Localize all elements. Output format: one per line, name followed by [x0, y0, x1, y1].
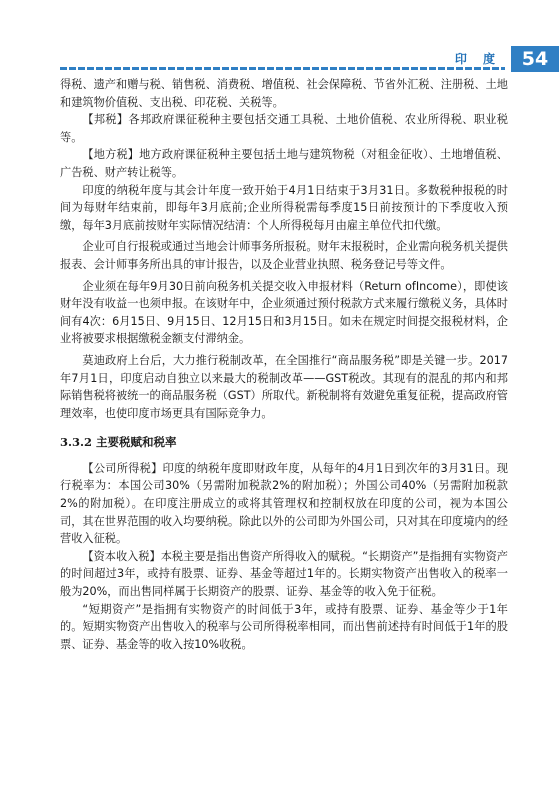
page-number-tab — [511, 46, 559, 72]
paragraph: 企业可自行报税或通过当地会计师事务所报税。财年末报税时，企业需向税务机关提供报表、会计师事务所出具的审计报告，以及企业营业执照、税务登记号等文件。 — [60, 240, 508, 271]
section-heading: 3.3.2 主要税赋和税率 — [60, 435, 177, 450]
paragraph: 【资本收入税】本税主要是指出售资产所得收入的赋税。“长期资产”是指拥有实物资产的时间超过3年，或持有股票、证券、基金等超过1年的。长期实物资产出售收入的税率一般为20%，而出售同样属于长期资产的股票、证券、基金等的收入免于征税。 — [60, 549, 508, 599]
paragraph: 【地方税】地方政府课征税种主要包括土地与建筑物税（对租金征收）、土地增值税、广告税、财产转让税等。 — [60, 148, 508, 179]
paragraph: “短期资产”是指拥有实物资产的时间低于3年，或持有股票、证券、基金等少于1年的。短期实物资产出售收入的税率与公司所得税率相同，而出售前述持有时间低于1年的股票、证券、基金等的收入按10%收税。 — [60, 602, 508, 651]
body-text — [60, 76, 508, 653]
page-header — [0, 0, 559, 80]
paragraph: 企业须在每年9月30日前向税务机关提交收入申报材料（Return ofIncome），即使该财年没有收益一也须申报。在该财年中，企业须通过预付税款方式来履行缴税义务，具体时间有4次：6月15日、9月15日、12月15日和3月15日。如未在规定时间提交报税材料，企业将被要求根据缴税金额支付滞纳金。 — [60, 279, 508, 346]
paragraph: 【邦税】各邦政府课征税种主要包括交通工具税、土地价值税、农业所得税、职业税等。 — [60, 113, 508, 144]
header-rule — [60, 67, 505, 70]
paragraph: 【公司所得税】印度的纳税年度即财政年度，从每年的4月1日到次年的3月31日。现行税率为：本国公司30%（另需附加税款2%的附加税）；外国公司40%（另需附加税款2%的附加税）。在印度注册成立的或将其管理权和控制权放在印度的公司，视为本国公司，其在世界范围的收入均要纳税。除此以外的公司即为外国公司，只对其在印度境内的经营收入征税。 — [60, 461, 508, 546]
page-number: 54 — [521, 48, 549, 70]
paragraph: 莫迪政府上台后，大力推行税制改革，在全国推行“商品服务税”即是关键一步。2017年7月1日，印度启动自独立以来最大的税制改革——GST税改。其现有的混乱的邦内和邦际销售税将被统一的商品服务税（GST）所取代。新税制将有效避免重复征税，提高政府管理效率，也使印度市场更具有国际竞争力。 — [60, 353, 508, 420]
paragraph: 印度的纳税年度与其会计年度一致开始于4月1日结束于3月31日。多数税种报税的时间为每财年结束前，即每年3月底前;企业所得税需每季度15日前按预计的下季度收入预缴，每年3月底前按财年实际情况结清：个人所得税每月由雇主单位代扣代缴。 — [60, 183, 508, 232]
paragraph: 得税、遗产和赠与税、销售税、消费税、增值税、社会保障税、节省外汇税、注册税、土地和建筑物价值税、支出税、印花税、关税等。 — [60, 78, 508, 109]
running-title: 印 度 — [454, 52, 501, 66]
